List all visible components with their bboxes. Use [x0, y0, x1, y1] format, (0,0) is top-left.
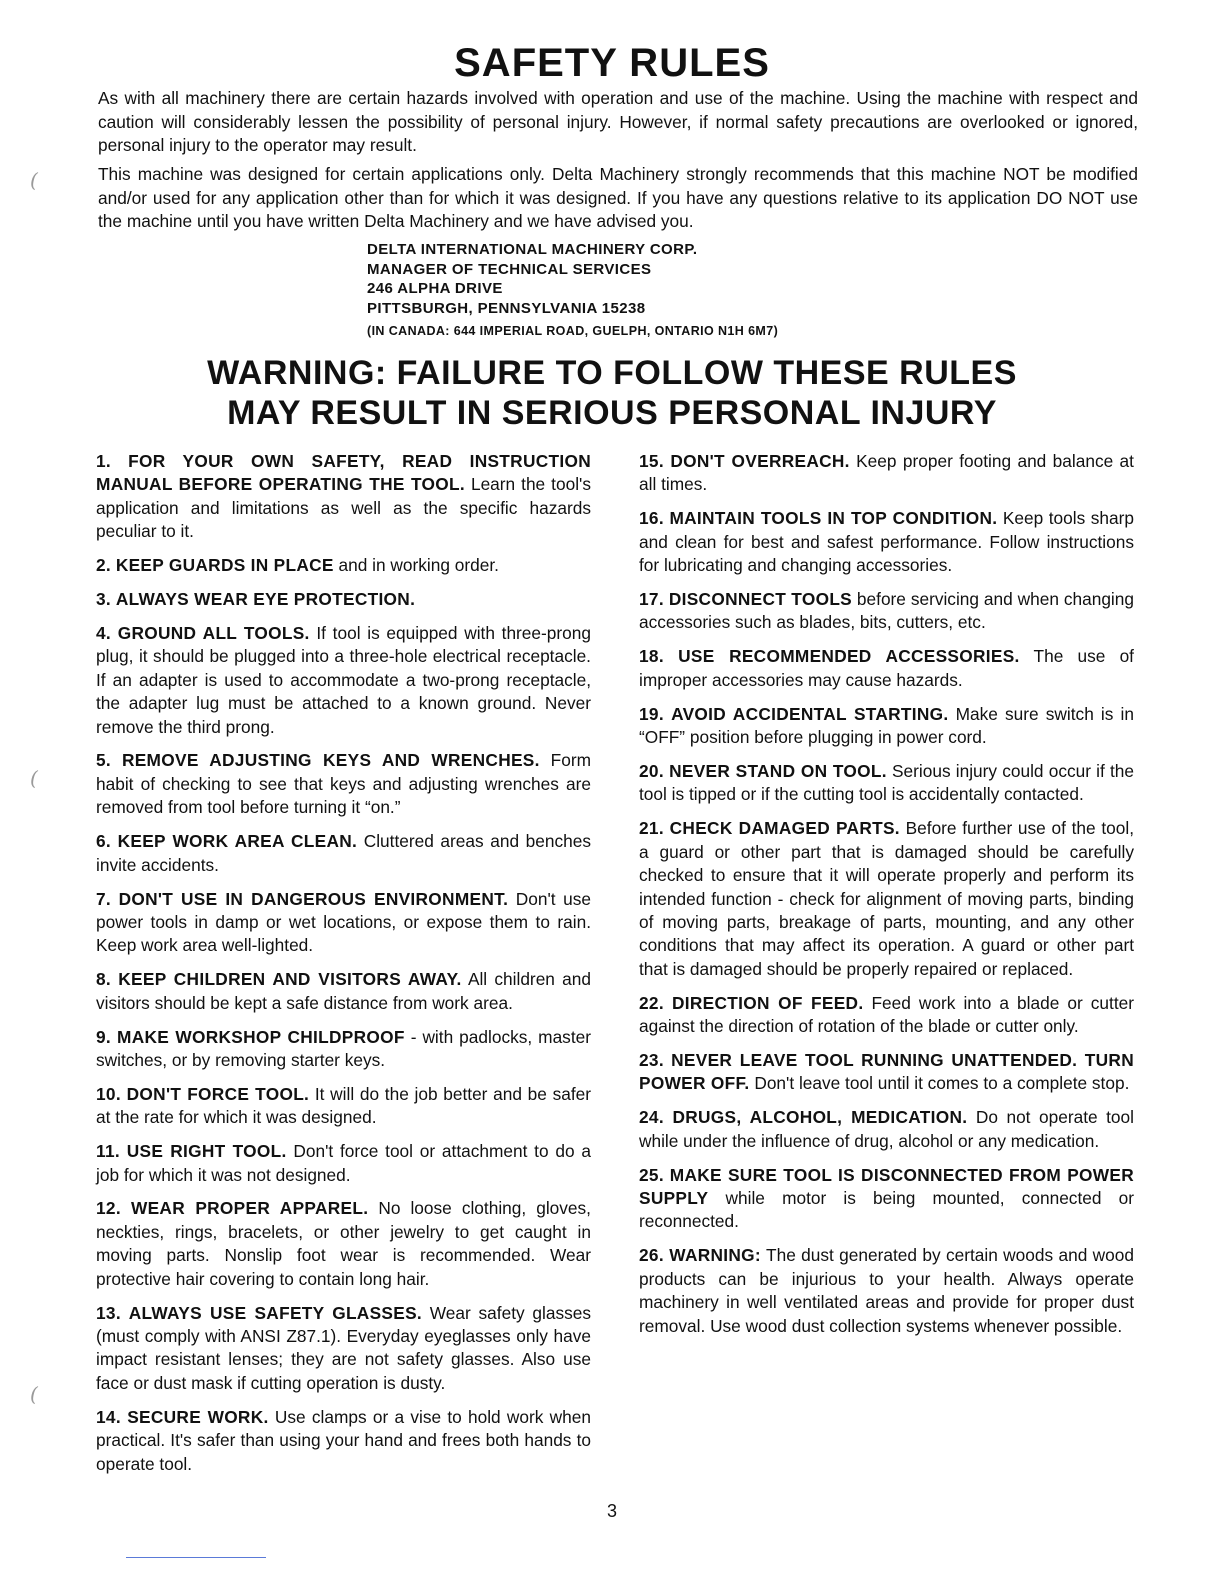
address-street: 246 ALPHA DRIVE — [367, 280, 503, 298]
footer-rule-line — [126, 1557, 266, 1558]
safety-rule-item — [639, 703, 1134, 750]
rule-number: 22. — [639, 992, 664, 1013]
rule-number: 15. — [639, 451, 664, 471]
rule-number: 16. — [639, 508, 664, 529]
rule-text: and in working order. — [338, 555, 499, 576]
safety-rule-item — [639, 992, 1134, 1039]
rule-text: - with padlocks, master switches, or by removing starter keys. — [96, 1026, 591, 1070]
rule-heading: AVOID ACCIDENTAL STARTING. — [671, 703, 949, 724]
rule-number: 2. — [96, 555, 112, 576]
safety-rule-item — [96, 588, 591, 611]
page-title: SAFETY RULES — [454, 41, 770, 85]
safety-rule-item — [96, 450, 591, 544]
rule-text: Form habit of checking to see that keys and adjusting wrenches are removed from tool before turning it “on.” — [96, 750, 591, 818]
margin-scan-mark: ( — [30, 766, 38, 790]
rule-heading: KEEP WORK AREA CLEAN. — [117, 831, 358, 852]
rule-text: Make sure switch is in “OFF” position before plugging in power cord. — [639, 703, 1134, 748]
address-canada: (IN CANADA: 644 IMPERIAL ROAD, GUELPH, ONTARIO N1H 6M7) — [367, 323, 779, 338]
rule-number: 25. — [639, 1164, 664, 1185]
safety-rule-item — [96, 622, 591, 739]
safety-rule-item — [96, 1302, 591, 1396]
rule-number: 18. — [639, 646, 664, 667]
margin-scan-mark: ( — [30, 1382, 38, 1406]
rule-text: Serious injury could occur if the tool is tipped or if the cutting tool is accidentally contacted. — [639, 760, 1134, 805]
address-city: PITTSBURGH, PENNSYLVANIA 15238 — [367, 300, 646, 318]
rules-left-column — [96, 450, 591, 1486]
rule-text: All children and visitors should be kept a safe distance from work area. — [96, 969, 591, 1013]
rule-text: Use clamps or a vise to hold work when practical. It's safer than using your hand and frees both hands to operate tool. — [96, 1406, 591, 1474]
rule-number: 9. — [96, 1026, 112, 1047]
rule-heading: WARNING: — [669, 1245, 761, 1266]
rule-text: Feed work into a blade or cutter against the direction of rotation of the blade or cutter only. — [639, 992, 1135, 1037]
rule-heading: NEVER STAND ON TOOL. — [669, 760, 887, 781]
rule-number: 21. — [639, 818, 664, 839]
rule-text: Don't force tool or attachment to do a job for which it was not designed. — [96, 1141, 591, 1185]
rule-number: 23. — [639, 1049, 664, 1070]
rule-text: If tool is equipped with three-prong plug, it should be plugged into a three-hole electrical receptacle. If an adapter is used to accommodate a two-prong receptacle, the adapter lug must be attached to a known ground. Never remove the third prong. — [96, 622, 591, 737]
rule-number: 13. — [96, 1302, 121, 1323]
rule-heading: MAKE WORKSHOP CHILDPROOF — [117, 1026, 405, 1047]
rule-heading: SECURE WORK. — [127, 1406, 269, 1427]
safety-rule-item — [96, 1140, 591, 1187]
safety-rule-item — [96, 749, 591, 819]
rule-number: 20. — [639, 760, 664, 781]
warning-line-2: MAY RESULT IN SERIOUS PERSONAL INJURY — [227, 394, 997, 432]
rule-text: Don't use power tools in damp or wet locations, or expose them to rain. Keep work area well-lighted. — [96, 888, 591, 956]
rule-heading: MAKE SURE TOOL IS DISCONNECTED FROM POWER SUPPLY — [639, 1164, 1134, 1208]
rule-number: 4. — [96, 622, 112, 643]
rule-number: 10. — [96, 1083, 121, 1104]
safety-rule-item — [639, 817, 1134, 981]
rule-text: The use of improper accessories may cause hazards. — [639, 646, 1134, 690]
rule-number: 24. — [639, 1107, 664, 1128]
rule-number: 26. — [639, 1245, 664, 1266]
rule-number: 8. — [96, 969, 112, 990]
rule-number: 12. — [96, 1198, 121, 1219]
safety-rule-item — [639, 1244, 1134, 1338]
rule-heading: CHECK DAMAGED PARTS. — [669, 818, 900, 839]
rule-text: Before further use of the tool, a guard or other part that is damaged should be carefully checked to ensure that it will operate properly and perform its intended function - check for alignment of moving parts, binding of moving parts, breakage of parts, mounting, and any other conditions that may affect its operation. A guard or other part that is damaged should be properly repaired or replaced. — [639, 818, 1134, 979]
safety-rule-item — [96, 1197, 591, 1291]
rule-heading: DISCONNECT TOOLS — [668, 589, 853, 610]
address-department: MANAGER OF TECHNICAL SERVICES — [367, 260, 652, 278]
rule-text: Wear safety glasses (must comply with ANSI Z87.1). Everyday eyeglasses only have impact resistant lenses; they are not safety glasses. Also use face or dust mask if cutting operation is dusty. — [96, 1302, 591, 1393]
intro-paragraph-1: As with all machinery there are certain hazards involved with operation and use of the machine. Using the machine with respect and caution will considerably lessen the possibility of personal injury. However, if normal safety precautions are overlooked or ignored, personal injury to the operator may result. — [98, 88, 1138, 156]
rule-number: 1. — [96, 451, 112, 471]
rule-text: Keep proper footing and balance at all times. — [639, 451, 1134, 495]
rule-number: 3. — [96, 589, 112, 610]
safety-rule-item — [639, 645, 1134, 692]
safety-rule-item — [639, 450, 1134, 497]
safety-rule-item — [639, 1049, 1134, 1096]
contact-address-block — [367, 240, 778, 343]
safety-rule-item — [639, 507, 1134, 577]
rule-heading: WEAR PROPER APPAREL. — [130, 1198, 369, 1219]
safety-rule-item — [639, 1164, 1134, 1234]
rule-heading: GROUND ALL TOOLS. — [117, 622, 310, 643]
rule-text: Do not operate tool while under the influence of drug, alcohol or any medication. — [639, 1107, 1134, 1151]
rule-number: 5. — [96, 750, 112, 771]
rule-number: 6. — [96, 831, 112, 852]
warning-line-1: WARNING: FAILURE TO FOLLOW THESE RULES — [207, 354, 1017, 392]
rule-text: It will do the job better and be safer at the rate for which it was designed. — [96, 1083, 591, 1128]
rule-heading: DON'T OVERREACH. — [670, 451, 850, 471]
safety-rule-item — [96, 554, 591, 577]
rule-text: Cluttered areas and benches invite accidents. — [96, 831, 591, 875]
warning-heading — [0, 353, 1224, 433]
safety-rule-item — [639, 588, 1134, 635]
safety-rule-item — [96, 1406, 591, 1476]
safety-rule-item — [96, 830, 591, 877]
safety-rule-item — [96, 968, 591, 1015]
rule-heading: ALWAYS USE SAFETY GLASSES. — [128, 1302, 422, 1323]
rule-text: Keep tools sharp and clean for best and safest performance. Follow instructions for lubricating and changing accessories. — [639, 508, 1134, 576]
page-number: 3 — [606, 1501, 617, 1521]
rule-heading: DIRECTION OF FEED. — [672, 992, 864, 1013]
rule-heading: DON'T USE IN DANGEROUS ENVIRONMENT. — [118, 888, 509, 909]
rule-number: 7. — [96, 888, 112, 909]
safety-rule-item — [96, 1083, 591, 1130]
rule-number: 14. — [96, 1406, 121, 1427]
margin-scan-mark: ( — [30, 168, 38, 192]
address-company: DELTA INTERNATIONAL MACHINERY CORP. — [367, 241, 698, 258]
rule-heading: NEVER LEAVE TOOL RUNNING UNATTENDED. TURN POWER OFF. — [639, 1049, 1134, 1094]
rule-heading: DRUGS, ALCOHOL, MEDICATION. — [672, 1107, 968, 1128]
rule-heading: REMOVE ADJUSTING KEYS AND WRENCHES. — [121, 750, 540, 771]
rule-text: The dust generated by certain woods and wood products can be injurious to your health. Always operate machinery in well ventilated areas and provide for proper dust removal. Use wood dust collection systems whenever possible. — [639, 1245, 1134, 1336]
rule-text: Don't leave tool until it comes to a complete stop. — [754, 1073, 1130, 1094]
intro-paragraph-2: This machine was designed for certain applications only. Delta Machinery strongly recommends that this machine NOT be modified and/or used for any application other than for which it was designed. If you have any questions relative to its application DO NOT use the machine until you have written Delta Machinery and we have advised you. — [98, 164, 1138, 232]
safety-rule-item — [639, 1106, 1134, 1153]
rule-heading: DON'T FORCE TOOL. — [126, 1083, 310, 1104]
rules-right-column — [639, 450, 1134, 1348]
rule-heading: MAINTAIN TOOLS IN TOP CONDITION. — [669, 508, 998, 529]
safety-rule-item — [96, 1026, 591, 1073]
rule-number: 11. — [96, 1141, 120, 1162]
rule-number: 19. — [639, 703, 664, 724]
rule-heading: FOR YOUR OWN SAFETY, READ INSTRUCTION MANUAL BEFORE OPERATING THE TOOL. — [96, 451, 591, 495]
rule-text: while motor is being mounted, connected or reconnected. — [639, 1187, 1134, 1232]
rule-heading: ALWAYS WEAR EYE PROTECTION. — [115, 589, 416, 610]
rule-text: before servicing and when changing accessories such as blades, bits, cutters, etc. — [639, 589, 1134, 633]
rule-text: Learn the tool's application and limitations as well as the specific hazards peculiar to it. — [96, 474, 591, 542]
rule-heading: USE RECOMMENDED ACCESSORIES. — [678, 646, 1020, 667]
rule-heading: USE RIGHT TOOL. — [126, 1141, 287, 1162]
rule-number: 17. — [639, 589, 664, 610]
safety-rule-item — [96, 888, 591, 958]
rule-heading: KEEP CHILDREN AND VISITORS AWAY. — [118, 969, 462, 990]
rule-text: No loose clothing, gloves, neckties, rings, bracelets, or other jewelry to get caught in moving parts. Nonslip foot wear is recommended. Wear protective hair covering to contain long hair. — [96, 1198, 591, 1289]
rule-heading: KEEP GUARDS IN PLACE — [115, 555, 334, 576]
safety-rule-item — [639, 760, 1134, 807]
